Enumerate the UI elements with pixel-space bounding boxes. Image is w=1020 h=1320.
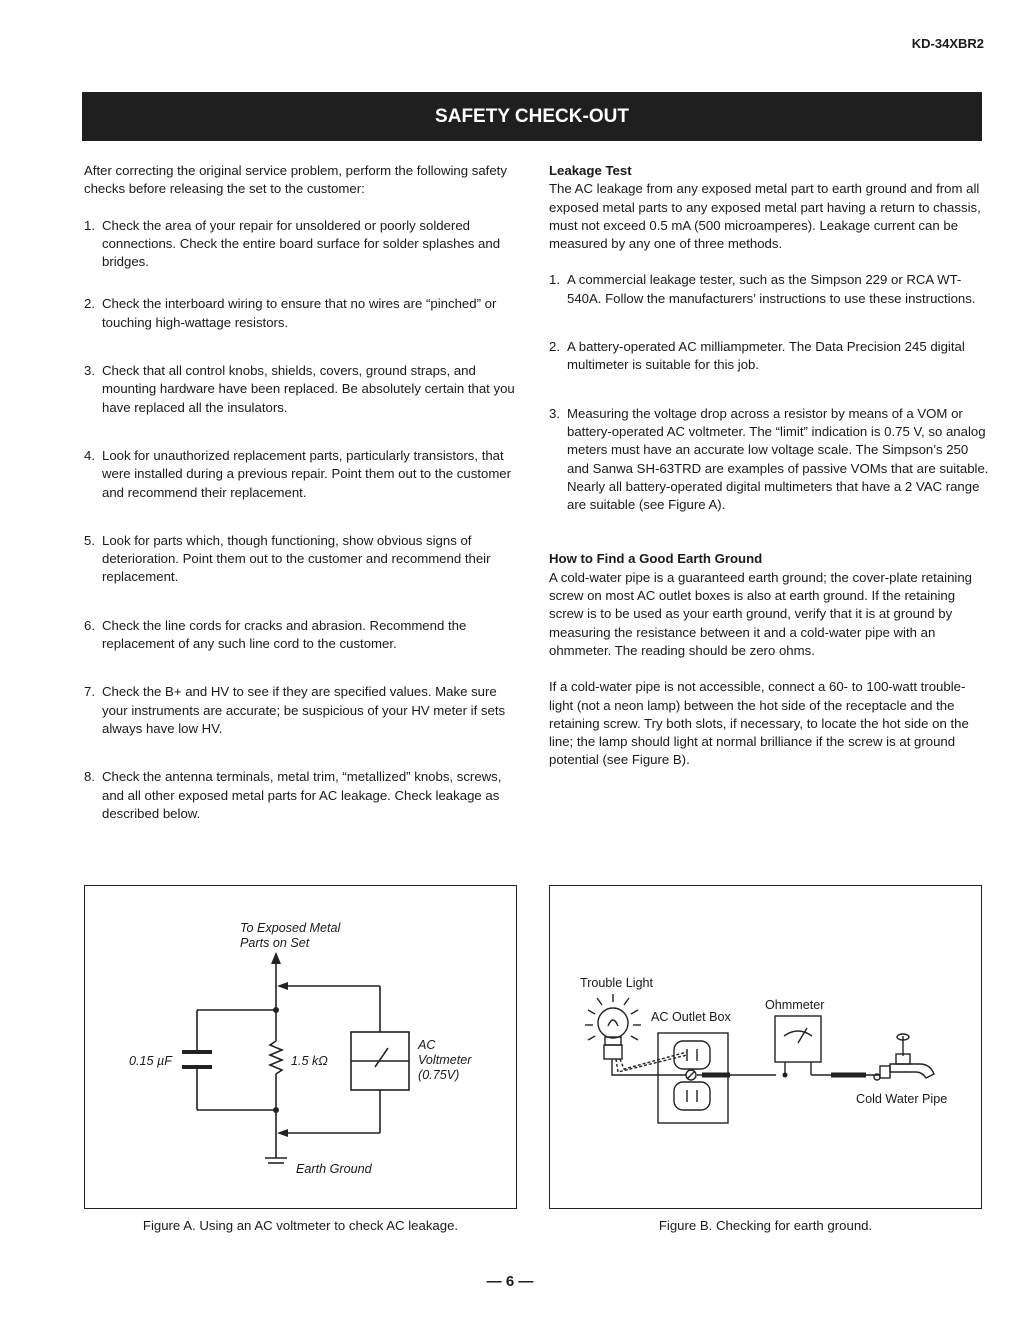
leakage-test-heading: Leakage Test <box>549 163 632 178</box>
right-column <box>549 162 989 770</box>
list-item: 3. Check that all control knobs, shields, covers, ground straps, and mounting hardware have been replaced. Be absolutely certain that you have replaced all the insulators. <box>84 363 515 415</box>
list-item: 7. Check the B+ and HV to see if they are specified values. Make sure your instruments are accurate; be suspicious of your HV meter if sets always have low HV. <box>84 684 506 736</box>
earth-ground-diagram <box>550 886 983 1210</box>
list-item: 6. Check the line cords for cracks and abrasion. Recommend the replacement of any such line cord to the customer. <box>84 617 467 652</box>
list-item: 2. Check the interboard wiring to ensure that no wires are “pinched” or touching high-wattage resistors. <box>84 296 497 330</box>
earth-ground-label: Earth Ground <box>296 1162 372 1176</box>
voltmeter-label: AC Voltmeter (0.75V) <box>418 1038 472 1082</box>
list-item: 2. A battery-operated AC milliampmeter. The Data Precision 245 digital multimeter is suitable for this job. <box>549 339 965 373</box>
figure-a-circuit <box>84 885 517 1209</box>
earth-ground-paragraph-1: A cold-water pipe is a guaranteed earth ground; the cover-plate retaining screw on most AC outlet boxes is also at earth ground. If the retaining screw is to be used as your earth ground, verify that it is at ground by measuring the resistance between it and a cold-water pipe with an ohmmeter. The reading should be zero ohms. <box>549 569 972 658</box>
figure-b-caption: Figure B. Checking for earth ground. <box>658 1218 873 1233</box>
model-number: KD-34XBR2 <box>911 36 984 51</box>
earth-ground-heading: How to Find a Good Earth Ground <box>549 551 763 567</box>
cold-water-pipe-label: Cold Water Pipe <box>856 1092 948 1106</box>
safety-check-list <box>84 217 520 824</box>
figure-b-diagram <box>549 885 982 1209</box>
leakage-method-list <box>549 271 989 514</box>
list-item: 1. Check the area of your repair for unsoldered or poorly soldered connections. Check the entire board surface for solder splashes and bridges. <box>84 217 501 270</box>
earth-ground-paragraph-2: If a cold-water pipe is not accessible, connect a 60- to 100-watt trouble-light (not a neon lamp) between the hot side of the receptacle and the retaining screw. Try both slots, if necessary, to locate the hot side on the line; the lamp should light at normal brilliance if the screw is at ground potential (see Figure B). <box>549 679 969 768</box>
leakage-intro: The AC leakage from any exposed metal part to earth ground and from all exposed metal parts to any exposed metal part having a return to chassis, must not exceed 0.5 mA (500 microamperes). Leakage current can be measured by any one of three methods. <box>549 181 981 252</box>
page-title: SAFETY CHECK-OUT <box>82 92 982 141</box>
list-item: 1. A commercial leakage tester, such as the Simpson 229 or RCA WT-540A. Follow the manufacturers’ instructions to use these instructions. <box>549 272 976 306</box>
left-column <box>84 162 520 823</box>
figure-a-caption: Figure A. Using an AC voltmeter to check AC leakage. <box>142 1218 459 1233</box>
list-item: 3. Measuring the voltage drop across a resistor by means of a VOM or battery-operated AC voltmeter. The “limit” indication is 0.75 V, so analog meters must have an accurate low voltage scale. The Simpson’s 250 and Sanwa SH-63TRD are examples of passive VOMs that are suitable. Nearly all battery-operated digital multimeters that have a 2 VAC range are suitable (see Figure A). <box>549 405 989 513</box>
page-number: — 6 — <box>486 1273 534 1290</box>
outlet-box-label: AC Outlet Box <box>651 1010 731 1024</box>
list-item: 4. Look for unauthorized replacement parts, particularly transistors, that were installed during a previous repair. Point them out to the customer and recommend their replacement. <box>84 447 512 500</box>
exposed-metal-label: To Exposed Metal Parts on Set <box>240 921 341 950</box>
intro-paragraph: After correcting the original service problem, perform the following safety checks before releasing the set to the customer: <box>84 163 507 197</box>
ohmmeter-label: Ohmmeter <box>765 998 825 1012</box>
list-item: 8. Check the antenna terminals, metal trim, “metallized” knobs, screws, and all other exposed metal parts for AC leakage. Check leakage as described below. <box>84 769 502 821</box>
capacitor-label: 0.15 µF <box>129 1054 172 1068</box>
trouble-light-label: Trouble Light <box>580 976 654 990</box>
list-item: 5. Look for parts which, though functioning, show obvious signs of deterioration. Point them out to the customer and recommend their replacement. <box>84 532 491 585</box>
resistor-label: 1.5 kΩ <box>291 1054 328 1068</box>
